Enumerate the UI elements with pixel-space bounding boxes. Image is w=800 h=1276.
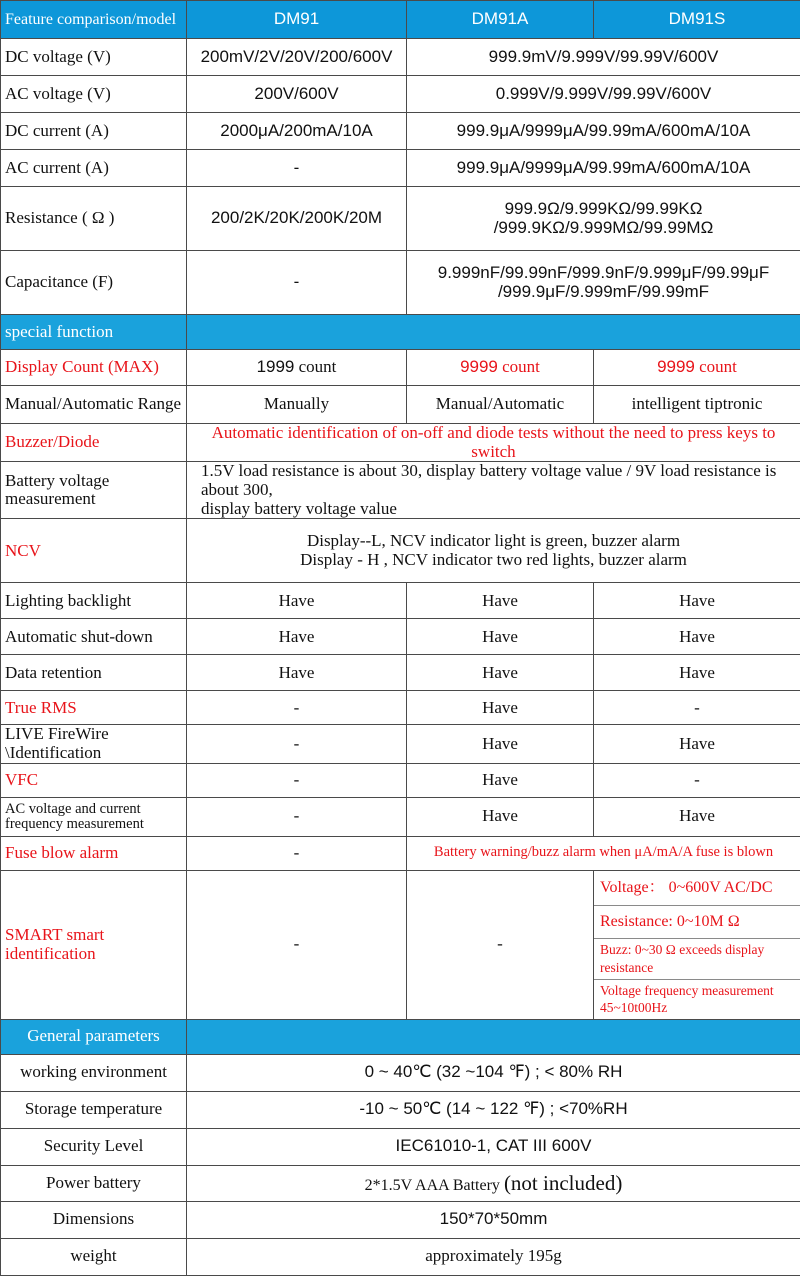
section-fill bbox=[187, 1019, 800, 1054]
value-line: Display--L, NCV indicator light is green, buzzer alarm bbox=[191, 532, 796, 551]
dm91-value: 200mV/2V/20V/200/600V bbox=[187, 39, 407, 76]
table-row bbox=[1, 187, 800, 251]
dm91a-value: Have bbox=[407, 655, 594, 691]
row-label: Resistance ( Ω ) bbox=[1, 187, 187, 251]
table-row bbox=[1, 655, 800, 691]
value-line: /999.9μF/9.999mF/99.99mF bbox=[411, 283, 796, 302]
dm91-value: Have bbox=[187, 583, 407, 619]
table-row bbox=[1, 763, 800, 797]
dm91a-s-value: 999.9μA/9999μA/99.99mA/600mA/10A bbox=[407, 150, 800, 187]
dm91s-value: Have bbox=[594, 655, 800, 691]
row-label: VFC bbox=[1, 763, 187, 797]
dm91s-value bbox=[594, 350, 800, 386]
table-row bbox=[1, 424, 800, 462]
dm91s-value: - bbox=[594, 763, 800, 797]
battery-type: 2*1.5V AAA Battery bbox=[365, 1177, 504, 1194]
dm91s-value: Have bbox=[594, 725, 800, 763]
section-title: General parameters bbox=[1, 1019, 187, 1054]
row-label: AC current (A) bbox=[1, 150, 187, 187]
dm91-value: - bbox=[187, 150, 407, 187]
count-number: 9999 bbox=[657, 357, 695, 376]
dm91s-value: intelligent tiptronic bbox=[594, 386, 800, 424]
feature-header: Feature comparison/model bbox=[1, 1, 187, 39]
row-label: DC voltage (V) bbox=[1, 39, 187, 76]
smart-item: Resistance: 0~10M Ω bbox=[594, 906, 800, 939]
dm91a-value bbox=[407, 350, 594, 386]
row-value: IEC61010-1, CAT III 600V bbox=[187, 1128, 800, 1165]
smart-item: Voltage： 0~600V AC/DC bbox=[594, 871, 800, 906]
dm91a-value: Have bbox=[407, 763, 594, 797]
dm91-value: Manually bbox=[187, 386, 407, 424]
table-row bbox=[1, 583, 800, 619]
table-row bbox=[1, 1201, 800, 1238]
dm91a-s-value bbox=[407, 251, 800, 315]
row-value: 0 ~ 40℃ (32 ~104 ℉) ; < 80% RH bbox=[187, 1054, 800, 1091]
dm91a-value: Have bbox=[407, 619, 594, 655]
row-label: Power battery bbox=[1, 1165, 187, 1201]
dm91-value: 200V/600V bbox=[187, 76, 407, 113]
value-line: 9.999nF/99.99nF/999.9nF/9.999μF/99.99μF bbox=[411, 264, 796, 283]
table-row bbox=[1, 350, 800, 386]
table-row bbox=[1, 836, 800, 870]
count-unit: count bbox=[299, 357, 337, 376]
row-value: 150*70*50mm bbox=[187, 1201, 800, 1238]
row-label: Battery voltage measurement bbox=[1, 462, 187, 519]
dm91a-value: Manual/Automatic bbox=[407, 386, 594, 424]
value-line: display battery voltage value bbox=[201, 500, 796, 519]
row-label: Security Level bbox=[1, 1128, 187, 1165]
row-label: Buzzer/Diode bbox=[1, 424, 187, 462]
dm91a-s-value: 999.9μA/9999μA/99.99mA/600mA/10A bbox=[407, 113, 800, 150]
dm91-value: - bbox=[187, 870, 407, 1019]
dm91a-s-value: Battery warning/buzz alarm when μA/mA/A fuse is blown bbox=[407, 836, 800, 870]
dm91-value: - bbox=[187, 836, 407, 870]
dm91a-s-value bbox=[407, 187, 800, 251]
table-row bbox=[1, 1128, 800, 1165]
dm91a-s-value: 999.9mV/9.999V/99.99V/600V bbox=[407, 39, 800, 76]
row-label: DC current (A) bbox=[1, 113, 187, 150]
row-label: weight bbox=[1, 1238, 187, 1275]
section-header-row bbox=[1, 315, 800, 350]
dm91s-value: Have bbox=[594, 797, 800, 836]
table-row bbox=[1, 150, 800, 187]
table-row bbox=[1, 386, 800, 424]
dm91-value: Have bbox=[187, 655, 407, 691]
dm91-value: - bbox=[187, 797, 407, 836]
dm91-value: - bbox=[187, 251, 407, 315]
header-row bbox=[1, 1, 800, 39]
section-header-row bbox=[1, 1019, 800, 1054]
dm91s-value: - bbox=[594, 691, 800, 725]
table-row bbox=[1, 462, 800, 519]
row-label: SMART smart identification bbox=[1, 870, 187, 1019]
row-label: Dimensions bbox=[1, 1201, 187, 1238]
table-row bbox=[1, 76, 800, 113]
table-row bbox=[1, 1091, 800, 1128]
row-label: AC voltage (V) bbox=[1, 76, 187, 113]
dm91-value: - bbox=[187, 763, 407, 797]
section-fill bbox=[187, 315, 800, 350]
row-label: Automatic shut-down bbox=[1, 619, 187, 655]
dm91s-value: Have bbox=[594, 619, 800, 655]
table-row bbox=[1, 1054, 800, 1091]
row-label: working environment bbox=[1, 1054, 187, 1091]
count-unit: count bbox=[502, 357, 540, 376]
dm91-value: - bbox=[187, 691, 407, 725]
value-line: Display - H , NCV indicator two red lights, buzzer alarm bbox=[191, 551, 796, 570]
row-label: Data retention bbox=[1, 655, 187, 691]
table-row bbox=[1, 870, 800, 1019]
smart-item: Buzz: 0~30 Ω exceeds display resistance bbox=[594, 939, 800, 979]
row-label: Manual/Automatic Range bbox=[1, 386, 187, 424]
value-line: 999.9Ω/9.999KΩ/99.99KΩ bbox=[411, 200, 796, 219]
battery-value bbox=[187, 462, 800, 519]
dm91a-s-value: 0.999V/9.999V/99.99V/600V bbox=[407, 76, 800, 113]
table-row bbox=[1, 113, 800, 150]
row-value: approximately 195g bbox=[187, 1238, 800, 1275]
dm91a-value: Have bbox=[407, 583, 594, 619]
table-row bbox=[1, 619, 800, 655]
smart-item: Voltage frequency measurement 45~10t00Hz bbox=[594, 980, 800, 1019]
dm91a-value: Have bbox=[407, 725, 594, 763]
dm91-value: Have bbox=[187, 619, 407, 655]
smart-list bbox=[594, 871, 800, 1019]
count-number: 9999 bbox=[460, 357, 498, 376]
row-label: Fuse blow alarm bbox=[1, 836, 187, 870]
row-label: Lighting backlight bbox=[1, 583, 187, 619]
row-label: LIVE FireWire \Identification bbox=[1, 725, 187, 763]
dm91a-value: Have bbox=[407, 691, 594, 725]
model-dm91a: DM91A bbox=[407, 1, 594, 39]
model-dm91s: DM91S bbox=[594, 1, 800, 39]
table-row bbox=[1, 691, 800, 725]
dm91-value: 2000μA/200mA/10A bbox=[187, 113, 407, 150]
value-line: 1.5V load resistance is about 30, display battery voltage value / 9V load resistance is about 300, bbox=[201, 462, 796, 499]
table-row bbox=[1, 251, 800, 315]
row-label: Storage temperature bbox=[1, 1091, 187, 1128]
table-row bbox=[1, 519, 800, 583]
buzzer-value: Automatic identification of on-off and diode tests without the need to press keys to switch bbox=[187, 424, 800, 462]
battery-note: (not included) bbox=[504, 1171, 622, 1195]
value-line: /999.9KΩ/9.999MΩ/99.99MΩ bbox=[411, 219, 796, 238]
table-row bbox=[1, 1165, 800, 1201]
dm91-value: 200/2K/20K/200K/20M bbox=[187, 187, 407, 251]
row-label: AC voltage and current frequency measurement bbox=[1, 797, 187, 836]
dm91a-value: Have bbox=[407, 797, 594, 836]
ncv-value bbox=[187, 519, 800, 583]
dm91-value: - bbox=[187, 725, 407, 763]
table-row bbox=[1, 725, 800, 763]
dm91-value bbox=[187, 350, 407, 386]
row-label: True RMS bbox=[1, 691, 187, 725]
dm91a-value: - bbox=[407, 870, 594, 1019]
section-title: special function bbox=[1, 315, 187, 350]
count-unit: count bbox=[699, 357, 737, 376]
model-dm91: DM91 bbox=[187, 1, 407, 39]
row-label: Capacitance (F) bbox=[1, 251, 187, 315]
table-row bbox=[1, 1238, 800, 1275]
row-label: Display Count (MAX) bbox=[1, 350, 187, 386]
row-label: NCV bbox=[1, 519, 187, 583]
dm91s-value: Have bbox=[594, 583, 800, 619]
table-row bbox=[1, 39, 800, 76]
count-number: 1999 bbox=[257, 357, 295, 376]
row-value: -10 ~ 50℃ (14 ~ 122 ℉) ; <70%RH bbox=[187, 1091, 800, 1128]
row-value bbox=[187, 1165, 800, 1201]
dm91s-smart-list bbox=[594, 870, 800, 1019]
table-row bbox=[1, 797, 800, 836]
